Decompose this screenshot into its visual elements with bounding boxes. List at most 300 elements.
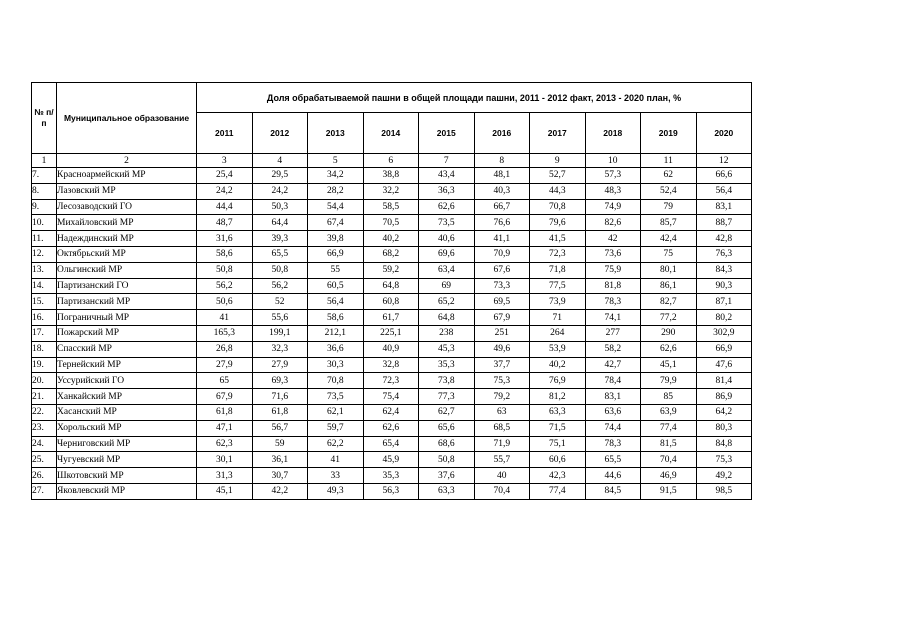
value-cell-2018: 74,4 [585, 420, 641, 436]
value-cell-2019: 45,1 [641, 357, 697, 373]
value-cell-2014: 75,4 [363, 389, 419, 405]
value-cell-2015: 69,6 [419, 246, 475, 262]
value-cell-2013: 58,6 [308, 310, 364, 326]
value-cell-2018: 42,7 [585, 357, 641, 373]
value-cell-2012: 61,8 [252, 404, 308, 420]
value-cell-2015: 62,7 [419, 404, 475, 420]
table-row [32, 468, 752, 484]
header-year-2016: 2016 [474, 113, 530, 154]
value-cell-2019: 62,6 [641, 341, 697, 357]
header-year-2012: 2012 [252, 113, 308, 154]
value-cell-2019: 80,1 [641, 262, 697, 278]
row-index-cell: 21. [32, 389, 57, 405]
value-cell-2018: 74,1 [585, 310, 641, 326]
table-row [32, 357, 752, 373]
value-cell-2014: 225,1 [363, 325, 419, 341]
row-index-cell: 8. [32, 183, 57, 199]
table-row [32, 310, 752, 326]
value-cell-2017: 63,3 [530, 404, 586, 420]
municipality-name-cell: Красноармейский МР [57, 168, 197, 184]
value-cell-2011: 50,8 [197, 262, 253, 278]
value-cell-2019: 82,7 [641, 294, 697, 310]
table-header [32, 83, 752, 154]
value-cell-2012: 29,5 [252, 168, 308, 184]
value-cell-2014: 40,2 [363, 231, 419, 247]
header-num: № п/п [32, 83, 57, 154]
value-cell-2014: 32,2 [363, 183, 419, 199]
table-row [32, 262, 752, 278]
value-cell-2012: 56,2 [252, 278, 308, 294]
value-cell-2016: 68,5 [474, 420, 530, 436]
value-cell-2017: 71 [530, 310, 586, 326]
value-cell-2014: 72,3 [363, 373, 419, 389]
value-cell-2015: 73,8 [419, 373, 475, 389]
value-cell-2016: 67,9 [474, 310, 530, 326]
row-index-cell: 10. [32, 215, 57, 231]
header-year-2019: 2019 [641, 113, 697, 154]
value-cell-2013: 59,7 [308, 420, 364, 436]
value-cell-2012: 39,3 [252, 231, 308, 247]
value-cell-2013: 34,2 [308, 168, 364, 184]
value-cell-2018: 42 [585, 231, 641, 247]
value-cell-2015: 43,4 [419, 168, 475, 184]
value-cell-2014: 56,3 [363, 483, 419, 499]
value-cell-2020: 42,8 [696, 231, 752, 247]
value-cell-2011: 58,6 [197, 246, 253, 262]
table-row [32, 420, 752, 436]
value-cell-2012: 64,4 [252, 215, 308, 231]
value-cell-2020: 88,7 [696, 215, 752, 231]
value-cell-2019: 46,9 [641, 468, 697, 484]
row-index-cell: 7. [32, 168, 57, 184]
value-cell-2016: 67,6 [474, 262, 530, 278]
value-cell-2017: 76,9 [530, 373, 586, 389]
value-cell-2017: 44,3 [530, 183, 586, 199]
value-cell-2019: 91,5 [641, 483, 697, 499]
value-cell-2018: 73,6 [585, 246, 641, 262]
value-cell-2017: 73,9 [530, 294, 586, 310]
table-row [32, 168, 752, 184]
value-cell-2015: 50,8 [419, 452, 475, 468]
municipality-name-cell: Чугуевский МР [57, 452, 197, 468]
value-cell-2017: 81,2 [530, 389, 586, 405]
value-cell-2015: 35,3 [419, 357, 475, 373]
value-cell-2013: 62,1 [308, 404, 364, 420]
value-cell-2012: 65,5 [252, 246, 308, 262]
value-cell-2013: 28,2 [308, 183, 364, 199]
value-cell-2017: 60,6 [530, 452, 586, 468]
table-row [32, 246, 752, 262]
value-cell-2013: 49,3 [308, 483, 364, 499]
value-cell-2015: 65,6 [419, 420, 475, 436]
value-cell-2011: 56,2 [197, 278, 253, 294]
value-cell-2019: 79,9 [641, 373, 697, 389]
value-cell-2015: 37,6 [419, 468, 475, 484]
value-cell-2015: 65,2 [419, 294, 475, 310]
value-cell-2018: 81,8 [585, 278, 641, 294]
value-cell-2018: 277 [585, 325, 641, 341]
value-cell-2018: 78,3 [585, 294, 641, 310]
value-cell-2011: 31,3 [197, 468, 253, 484]
value-cell-2017: 264 [530, 325, 586, 341]
column-number-cell: 3 [197, 154, 253, 168]
table-row [32, 215, 752, 231]
value-cell-2011: 25,4 [197, 168, 253, 184]
value-cell-2017: 77,4 [530, 483, 586, 499]
value-cell-2011: 165,3 [197, 325, 253, 341]
row-index-cell: 27. [32, 483, 57, 499]
column-number-cell: 1 [32, 154, 57, 168]
value-cell-2011: 24,2 [197, 183, 253, 199]
value-cell-2019: 81,5 [641, 436, 697, 452]
value-cell-2011: 41 [197, 310, 253, 326]
header-title: Доля обрабатываемой пашни в общей площади пашни, 2011 - 2012 факт, 2013 - 2020 план, % [197, 83, 752, 113]
value-cell-2020: 49,2 [696, 468, 752, 484]
value-cell-2016: 70,9 [474, 246, 530, 262]
municipality-name-cell: Черниговский МР [57, 436, 197, 452]
value-cell-2018: 63,6 [585, 404, 641, 420]
value-cell-2014: 40,9 [363, 341, 419, 357]
table-row [32, 294, 752, 310]
municipality-name-cell: Ханкайский МР [57, 389, 197, 405]
value-cell-2014: 61,7 [363, 310, 419, 326]
value-cell-2016: 55,7 [474, 452, 530, 468]
header-year-2018: 2018 [585, 113, 641, 154]
value-cell-2020: 86,9 [696, 389, 752, 405]
row-index-cell: 13. [32, 262, 57, 278]
value-cell-2014: 62,6 [363, 420, 419, 436]
row-index-cell: 14. [32, 278, 57, 294]
value-cell-2019: 75 [641, 246, 697, 262]
value-cell-2020: 84,8 [696, 436, 752, 452]
value-cell-2016: 76,6 [474, 215, 530, 231]
row-index-cell: 24. [32, 436, 57, 452]
row-index-cell: 25. [32, 452, 57, 468]
value-cell-2018: 84,5 [585, 483, 641, 499]
header-year-2020: 2020 [696, 113, 752, 154]
row-index-cell: 26. [32, 468, 57, 484]
value-cell-2015: 77,3 [419, 389, 475, 405]
value-cell-2016: 69,5 [474, 294, 530, 310]
municipality-name-cell: Лазовский МР [57, 183, 197, 199]
value-cell-2017: 77,5 [530, 278, 586, 294]
value-cell-2012: 56,7 [252, 420, 308, 436]
value-cell-2011: 61,8 [197, 404, 253, 420]
table-row [32, 231, 752, 247]
row-index-cell: 11. [32, 231, 57, 247]
row-index-cell: 17. [32, 325, 57, 341]
value-cell-2012: 24,2 [252, 183, 308, 199]
value-cell-2020: 87,1 [696, 294, 752, 310]
row-index-cell: 23. [32, 420, 57, 436]
row-index-cell: 16. [32, 310, 57, 326]
value-cell-2013: 70,8 [308, 373, 364, 389]
value-cell-2015: 63,3 [419, 483, 475, 499]
value-cell-2020: 83,1 [696, 199, 752, 215]
value-cell-2013: 36,6 [308, 341, 364, 357]
value-cell-2015: 73,5 [419, 215, 475, 231]
value-cell-2016: 75,3 [474, 373, 530, 389]
value-cell-2013: 66,9 [308, 246, 364, 262]
municipality-name-cell: Михайловский МР [57, 215, 197, 231]
column-number-cell: 11 [641, 154, 697, 168]
value-cell-2011: 62,3 [197, 436, 253, 452]
row-index-cell: 18. [32, 341, 57, 357]
value-cell-2012: 36,1 [252, 452, 308, 468]
value-cell-2016: 79,2 [474, 389, 530, 405]
value-cell-2013: 73,5 [308, 389, 364, 405]
row-index-cell: 22. [32, 404, 57, 420]
value-cell-2013: 30,3 [308, 357, 364, 373]
value-cell-2017: 75,1 [530, 436, 586, 452]
value-cell-2014: 59,2 [363, 262, 419, 278]
value-cell-2011: 44,4 [197, 199, 253, 215]
municipality-name-cell: Хорольский МР [57, 420, 197, 436]
value-cell-2020: 64,2 [696, 404, 752, 420]
row-index-cell: 20. [32, 373, 57, 389]
row-index-cell: 9. [32, 199, 57, 215]
municipality-name-cell: Ольгинский МР [57, 262, 197, 278]
value-cell-2020: 90,3 [696, 278, 752, 294]
value-cell-2016: 70,4 [474, 483, 530, 499]
municipality-name-cell: Тернейский МР [57, 357, 197, 373]
value-cell-2011: 45,1 [197, 483, 253, 499]
value-cell-2015: 69 [419, 278, 475, 294]
table-row [32, 373, 752, 389]
value-cell-2011: 47,1 [197, 420, 253, 436]
value-cell-2020: 80,3 [696, 420, 752, 436]
table-row [32, 183, 752, 199]
value-cell-2014: 35,3 [363, 468, 419, 484]
value-cell-2019: 63,9 [641, 404, 697, 420]
value-cell-2018: 58,2 [585, 341, 641, 357]
header-year-2011: 2011 [197, 113, 253, 154]
value-cell-2016: 49,6 [474, 341, 530, 357]
row-index-cell: 19. [32, 357, 57, 373]
value-cell-2017: 72,3 [530, 246, 586, 262]
value-cell-2016: 66,7 [474, 199, 530, 215]
value-cell-2020: 81,4 [696, 373, 752, 389]
value-cell-2011: 27,9 [197, 357, 253, 373]
table-row [32, 341, 752, 357]
value-cell-2014: 70,5 [363, 215, 419, 231]
municipality-name-cell: Шкотовский МР [57, 468, 197, 484]
column-number-cell: 5 [308, 154, 364, 168]
value-cell-2013: 39,8 [308, 231, 364, 247]
value-cell-2016: 73,3 [474, 278, 530, 294]
value-cell-2013: 212,1 [308, 325, 364, 341]
value-cell-2020: 47,6 [696, 357, 752, 373]
value-cell-2016: 40 [474, 468, 530, 484]
header-year-2013: 2013 [308, 113, 364, 154]
column-number-cell: 7 [419, 154, 475, 168]
table-row [32, 436, 752, 452]
value-cell-2016: 37,7 [474, 357, 530, 373]
value-cell-2019: 86,1 [641, 278, 697, 294]
value-cell-2017: 41,5 [530, 231, 586, 247]
value-cell-2014: 60,8 [363, 294, 419, 310]
value-cell-2013: 54,4 [308, 199, 364, 215]
value-cell-2015: 45,3 [419, 341, 475, 357]
value-cell-2019: 77,4 [641, 420, 697, 436]
value-cell-2020: 75,3 [696, 452, 752, 468]
value-cell-2019: 52,4 [641, 183, 697, 199]
value-cell-2018: 44,6 [585, 468, 641, 484]
value-cell-2013: 41 [308, 452, 364, 468]
value-cell-2013: 67,4 [308, 215, 364, 231]
municipality-name-cell: Уссурийский ГО [57, 373, 197, 389]
column-number-cell: 8 [474, 154, 530, 168]
header-year-2015: 2015 [419, 113, 475, 154]
municipality-name-cell: Лесозаводский ГО [57, 199, 197, 215]
value-cell-2018: 83,1 [585, 389, 641, 405]
value-cell-2015: 68,6 [419, 436, 475, 452]
column-number-row [32, 154, 752, 168]
value-cell-2017: 71,8 [530, 262, 586, 278]
table-body [32, 154, 752, 500]
value-cell-2014: 68,2 [363, 246, 419, 262]
value-cell-2013: 60,5 [308, 278, 364, 294]
value-cell-2017: 52,7 [530, 168, 586, 184]
municipality-name-cell: Партизанский МР [57, 294, 197, 310]
value-cell-2015: 238 [419, 325, 475, 341]
value-cell-2018: 65,5 [585, 452, 641, 468]
table-row [32, 389, 752, 405]
value-cell-2011: 48,7 [197, 215, 253, 231]
table-row [32, 278, 752, 294]
column-number-cell: 4 [252, 154, 308, 168]
value-cell-2013: 33 [308, 468, 364, 484]
value-cell-2012: 27,9 [252, 357, 308, 373]
column-number-cell: 10 [585, 154, 641, 168]
value-cell-2017: 42,3 [530, 468, 586, 484]
value-cell-2017: 79,6 [530, 215, 586, 231]
value-cell-2020: 302,9 [696, 325, 752, 341]
value-cell-2020: 66,9 [696, 341, 752, 357]
value-cell-2011: 50,6 [197, 294, 253, 310]
value-cell-2016: 40,3 [474, 183, 530, 199]
value-cell-2011: 30,1 [197, 452, 253, 468]
value-cell-2012: 50,3 [252, 199, 308, 215]
value-cell-2012: 50,8 [252, 262, 308, 278]
value-cell-2019: 70,4 [641, 452, 697, 468]
value-cell-2020: 84,3 [696, 262, 752, 278]
value-cell-2016: 251 [474, 325, 530, 341]
value-cell-2020: 56,4 [696, 183, 752, 199]
value-cell-2016: 41,1 [474, 231, 530, 247]
municipality-name-cell: Октябрьский МР [57, 246, 197, 262]
municipality-name-cell: Пограничный МР [57, 310, 197, 326]
value-cell-2015: 64,8 [419, 310, 475, 326]
table-row [32, 404, 752, 420]
value-cell-2014: 45,9 [363, 452, 419, 468]
table-row [32, 483, 752, 499]
value-cell-2013: 56,4 [308, 294, 364, 310]
value-cell-2018: 74,9 [585, 199, 641, 215]
municipality-name-cell: Хасанский МР [57, 404, 197, 420]
value-cell-2012: 69,3 [252, 373, 308, 389]
value-cell-2012: 52 [252, 294, 308, 310]
column-number-cell: 6 [363, 154, 419, 168]
municipality-name-cell: Спасский МР [57, 341, 197, 357]
value-cell-2019: 79 [641, 199, 697, 215]
value-cell-2012: 199,1 [252, 325, 308, 341]
row-index-cell: 15. [32, 294, 57, 310]
value-cell-2019: 85 [641, 389, 697, 405]
value-cell-2019: 85,7 [641, 215, 697, 231]
value-cell-2017: 53,9 [530, 341, 586, 357]
header-row-title [32, 83, 752, 113]
value-cell-2014: 38,8 [363, 168, 419, 184]
value-cell-2016: 48,1 [474, 168, 530, 184]
header-year-2017: 2017 [530, 113, 586, 154]
value-cell-2014: 65,4 [363, 436, 419, 452]
header-municipality: Муниципальное образование [57, 83, 197, 154]
column-number-cell: 9 [530, 154, 586, 168]
value-cell-2015: 62,6 [419, 199, 475, 215]
value-cell-2014: 58,5 [363, 199, 419, 215]
value-cell-2016: 63 [474, 404, 530, 420]
value-cell-2011: 31,6 [197, 231, 253, 247]
value-cell-2019: 62 [641, 168, 697, 184]
value-cell-2017: 70,8 [530, 199, 586, 215]
value-cell-2019: 42,4 [641, 231, 697, 247]
value-cell-2012: 32,3 [252, 341, 308, 357]
data-table [31, 82, 752, 500]
value-cell-2012: 71,6 [252, 389, 308, 405]
table-row [32, 452, 752, 468]
row-index-cell: 12. [32, 246, 57, 262]
value-cell-2020: 76,3 [696, 246, 752, 262]
value-cell-2020: 80,2 [696, 310, 752, 326]
value-cell-2011: 67,9 [197, 389, 253, 405]
column-number-cell: 12 [696, 154, 752, 168]
value-cell-2020: 66,6 [696, 168, 752, 184]
value-cell-2018: 75,9 [585, 262, 641, 278]
value-cell-2014: 32,8 [363, 357, 419, 373]
municipality-name-cell: Яковлевский МР [57, 483, 197, 499]
column-number-cell: 2 [57, 154, 197, 168]
value-cell-2018: 78,4 [585, 373, 641, 389]
value-cell-2016: 71,9 [474, 436, 530, 452]
value-cell-2015: 40,6 [419, 231, 475, 247]
table-row [32, 325, 752, 341]
value-cell-2018: 82,6 [585, 215, 641, 231]
value-cell-2017: 71,5 [530, 420, 586, 436]
value-cell-2018: 48,3 [585, 183, 641, 199]
value-cell-2013: 55 [308, 262, 364, 278]
value-cell-2012: 42,2 [252, 483, 308, 499]
header-year-2014: 2014 [363, 113, 419, 154]
value-cell-2015: 63,4 [419, 262, 475, 278]
value-cell-2019: 77,2 [641, 310, 697, 326]
value-cell-2018: 57,3 [585, 168, 641, 184]
municipality-name-cell: Пожарский МР [57, 325, 197, 341]
value-cell-2015: 36,3 [419, 183, 475, 199]
value-cell-2011: 26,8 [197, 341, 253, 357]
value-cell-2018: 78,3 [585, 436, 641, 452]
table-row [32, 199, 752, 215]
municipality-name-cell: Партизанский ГО [57, 278, 197, 294]
value-cell-2014: 62,4 [363, 404, 419, 420]
value-cell-2013: 62,2 [308, 436, 364, 452]
value-cell-2020: 98,5 [696, 483, 752, 499]
value-cell-2014: 64,8 [363, 278, 419, 294]
value-cell-2012: 30,7 [252, 468, 308, 484]
value-cell-2019: 290 [641, 325, 697, 341]
value-cell-2012: 59 [252, 436, 308, 452]
municipality-name-cell: Надеждинский МР [57, 231, 197, 247]
